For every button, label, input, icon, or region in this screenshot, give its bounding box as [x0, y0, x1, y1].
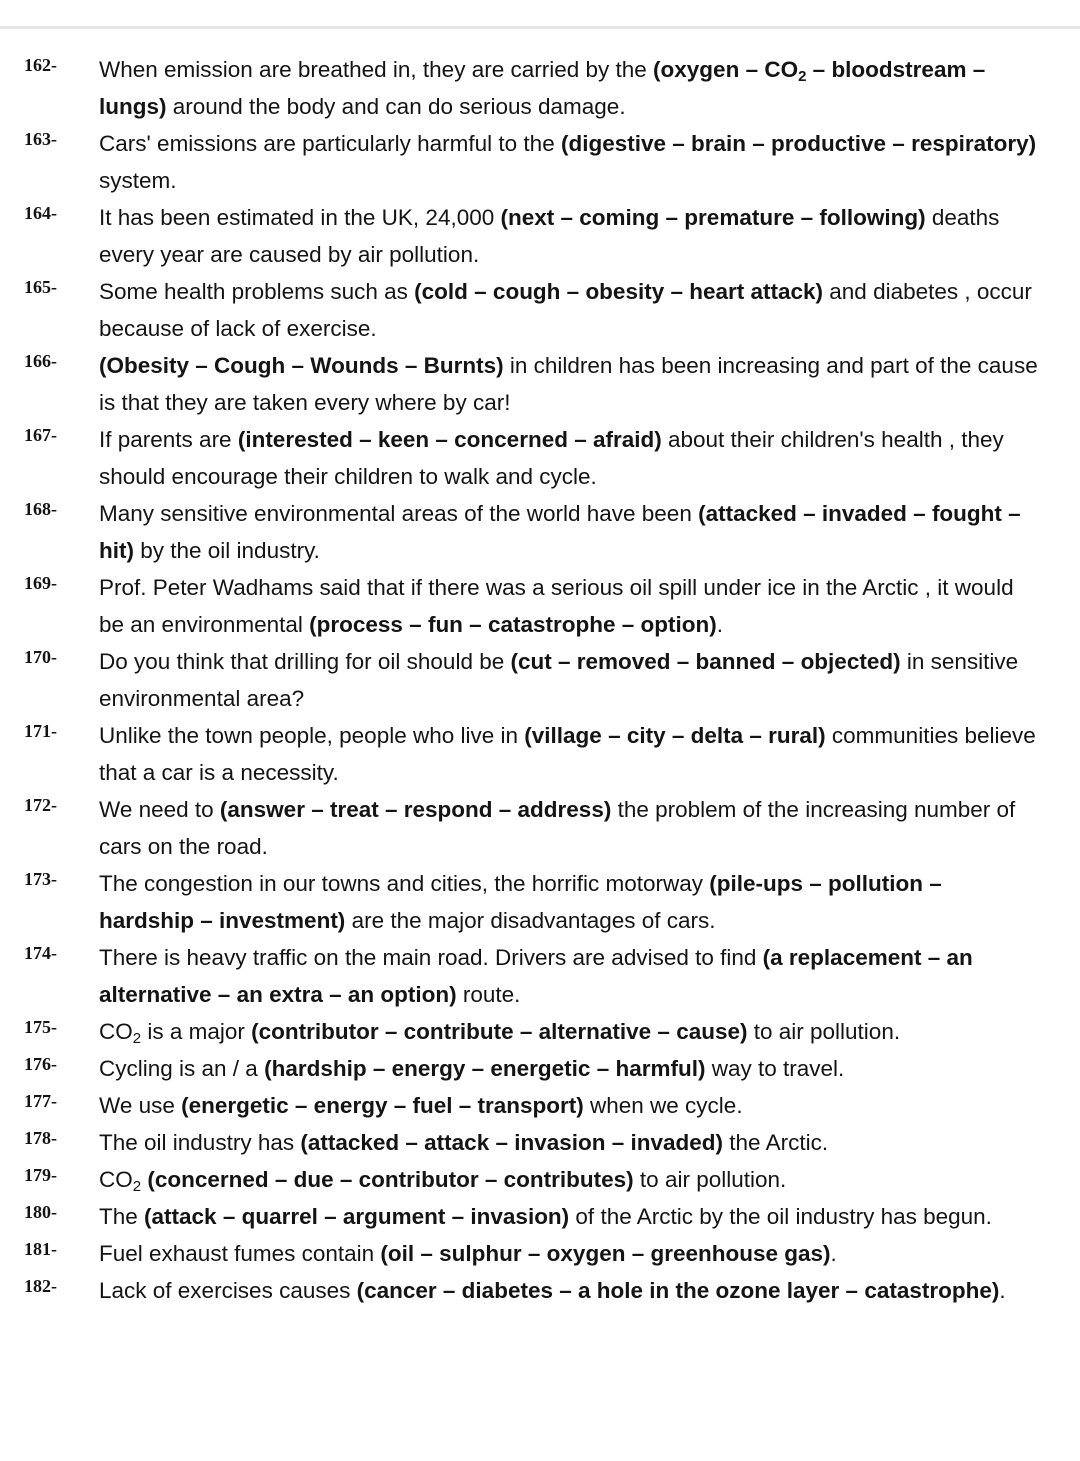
answer-options: (concerned – due – contributor – contributes) — [147, 1167, 634, 1192]
sentence-text: . — [830, 1241, 837, 1266]
question-item — [24, 1198, 1040, 1235]
question-item — [24, 1013, 1040, 1050]
question-text — [99, 273, 1040, 347]
sentence-text: when we cycle. — [583, 1093, 743, 1118]
question-text — [99, 717, 1040, 791]
subscript: 2 — [132, 1178, 142, 1195]
answer-options: (interested – keen – concerned – afraid) — [237, 427, 662, 452]
question-item — [24, 791, 1040, 865]
sentence-text: in children has been increasing and part of the cause is that they are taken every where by car! — [99, 353, 1038, 415]
subscript: 2 — [132, 1030, 142, 1047]
question-item — [24, 1087, 1040, 1124]
sentence-text: is a major — [141, 1019, 252, 1044]
question-item — [24, 495, 1040, 569]
question-text — [99, 51, 1040, 125]
question-text — [99, 1087, 1040, 1124]
question-number: 177- — [24, 1091, 57, 1111]
sentence-text: to air pollution. — [633, 1167, 787, 1192]
question-number: 179- — [24, 1165, 57, 1185]
sentence-text: Prof. Peter Wadhams said that if there was a serious oil spill under ice in the Arctic , it would be an environmental — [99, 575, 1014, 637]
question-item — [24, 1124, 1040, 1161]
sentence-text: about their children's health , they should encourage their children to walk and cycle. — [99, 427, 1004, 489]
answer-options: (next – coming – premature – following) — [500, 205, 926, 230]
sentence-text: Fuel exhaust fumes contain — [99, 1241, 381, 1266]
question-number: 170- — [24, 647, 57, 667]
question-item — [24, 421, 1040, 495]
answer-options: (digestive – brain – productive – respiratory) — [560, 131, 1037, 156]
question-text — [99, 125, 1040, 199]
sentence-text: route. — [456, 982, 521, 1007]
question-item — [24, 347, 1040, 421]
question-item — [24, 273, 1040, 347]
question-number: 176- — [24, 1054, 57, 1074]
question-text — [99, 1124, 1040, 1161]
answer-options: (hardship – energy – energetic – harmful) — [264, 1056, 706, 1081]
question-text — [99, 1235, 1040, 1272]
sentence-text: . — [716, 612, 723, 637]
top-bar — [0, 0, 1080, 29]
answer-options: (cut – removed – banned – objected) — [510, 649, 901, 674]
sentence-text: . — [999, 1278, 1006, 1303]
sentence-text: The congestion in our towns and cities, the horrific motorway — [99, 871, 710, 896]
answer-options: (answer – treat – respond – address) — [219, 797, 612, 822]
question-text — [99, 569, 1040, 643]
question-item — [24, 1235, 1040, 1272]
answer-options: (village – city – delta – rural) — [524, 723, 826, 748]
sentence-text: the problem of the increasing number of cars on the road. — [99, 797, 1016, 859]
question-item — [24, 939, 1040, 1013]
question-item — [24, 865, 1040, 939]
answer-options: (Obesity – Cough – Wounds – Burnts) — [99, 353, 504, 378]
answer-options: (oxygen – CO — [653, 57, 799, 82]
sentence-text: The oil industry has — [99, 1130, 301, 1155]
sentence-text: CO — [99, 1019, 133, 1044]
sentence-text: Unlike the town people, people who live in — [99, 723, 525, 748]
sentence-text: are the major disadvantages of cars. — [345, 908, 716, 933]
sentence-text: system. — [99, 168, 177, 193]
sentence-text: the Arctic. — [723, 1130, 829, 1155]
sentence-text: communities believe that a car is a necessity. — [99, 723, 1036, 785]
question-text — [99, 421, 1040, 495]
question-text — [99, 1050, 1040, 1087]
answer-options: (energetic – energy – fuel – transport) — [181, 1093, 584, 1118]
question-number: 168- — [24, 499, 57, 519]
question-text — [99, 199, 1040, 273]
sentence-text: We use — [99, 1093, 182, 1118]
sentence-text: deaths every year are caused by air pollution. — [99, 205, 1000, 267]
question-number: 182- — [24, 1276, 57, 1296]
question-item — [24, 717, 1040, 791]
question-item — [24, 1272, 1040, 1309]
question-text — [99, 939, 1040, 1013]
answer-options: (cold – cough – obesity – heart attack) — [414, 279, 824, 304]
question-text — [99, 643, 1040, 717]
subscript: 2 — [798, 68, 807, 85]
sentence-text: Cycling is an / a — [99, 1056, 265, 1081]
question-item — [24, 643, 1040, 717]
sentence-text: When emission are breathed in, they are carried by the — [99, 57, 654, 82]
answer-options: (process – fun – catastrophe – option) — [309, 612, 717, 637]
sentence-text: Do you think that drilling for oil should be — [99, 649, 511, 674]
sentence-text: to air pollution. — [747, 1019, 901, 1044]
sentence-text: Cars' emissions are particularly harmful to the — [99, 131, 561, 156]
sentence-text: We need to — [99, 797, 220, 822]
answer-options: (attacked – invaded – fought – hit) — [99, 501, 1021, 563]
answer-options: (attack – quarrel – argument – invasion) — [144, 1204, 570, 1229]
sentence-text: Many sensitive environmental areas of the world have been — [99, 501, 699, 526]
question-number: 174- — [24, 943, 57, 963]
question-text — [99, 1272, 1040, 1309]
question-text — [99, 1198, 1040, 1235]
sentence-text: by the oil industry. — [133, 538, 320, 563]
question-item — [24, 569, 1040, 643]
question-number: 181- — [24, 1239, 57, 1259]
question-number: 171- — [24, 721, 57, 741]
question-number: 175- — [24, 1017, 57, 1037]
answer-options: (a replacement – an alternative – an extra – an option) — [99, 945, 973, 1007]
question-number: 162- — [24, 55, 57, 75]
question-item — [24, 1161, 1040, 1198]
question-item — [24, 51, 1040, 125]
sentence-text: If parents are — [99, 427, 238, 452]
question-number: 173- — [24, 869, 57, 889]
question-number: 167- — [24, 425, 57, 445]
question-number: 164- — [24, 203, 57, 223]
answer-options: – bloodstream – lungs) — [99, 57, 986, 119]
answer-options: (attacked – attack – invasion – invaded) — [300, 1130, 724, 1155]
sentence-text: Lack of exercises causes — [99, 1278, 357, 1303]
sentence-text: CO — [99, 1167, 133, 1192]
question-number: 163- — [24, 129, 57, 149]
sentence-text: of the Arctic by the oil industry has begun. — [569, 1204, 992, 1229]
question-text — [99, 1161, 1040, 1198]
answer-options: (cancer – diabetes – a hole in the ozone layer – catastrophe) — [356, 1278, 1000, 1303]
question-list — [0, 29, 1080, 1309]
question-number: 165- — [24, 277, 57, 297]
question-number: 180- — [24, 1202, 57, 1222]
question-number: 169- — [24, 573, 57, 593]
question-number: 166- — [24, 351, 57, 371]
question-item — [24, 199, 1040, 273]
question-item — [24, 125, 1040, 199]
question-text — [99, 865, 1040, 939]
sentence-text: Some health problems such as — [99, 279, 415, 304]
sentence-text: and diabetes , occur because of lack of exercise. — [99, 279, 1032, 341]
question-number: 178- — [24, 1128, 57, 1148]
answer-options: (oil – sulphur – oxygen – greenhouse gas) — [380, 1241, 831, 1266]
answer-options: (contributor – contribute – alternative – cause) — [251, 1019, 748, 1044]
sentence-text: There is heavy traffic on the main road. Drivers are advised to find — [99, 945, 763, 970]
question-text — [99, 1013, 1040, 1050]
sentence-text: The — [99, 1204, 145, 1229]
question-item — [24, 1050, 1040, 1087]
sentence-text: in sensitive environmental area? — [99, 649, 1019, 711]
sentence-text: It has been estimated in the UK, 24,000 — [99, 205, 501, 230]
sentence-text: way to travel. — [705, 1056, 845, 1081]
question-text — [99, 495, 1040, 569]
answer-options: (pile-ups – pollution – hardship – investment) — [99, 871, 942, 933]
sentence-text: around the body and can do serious damage. — [166, 94, 626, 119]
question-number: 172- — [24, 795, 57, 815]
question-text — [99, 791, 1040, 865]
question-text — [99, 347, 1040, 421]
